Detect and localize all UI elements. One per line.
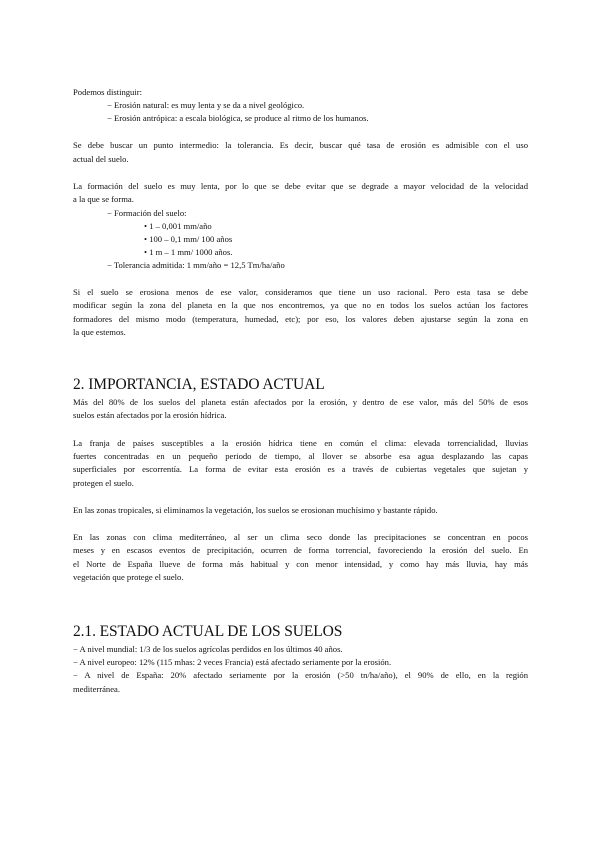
intro-heading: Podemos distinguir: [73, 87, 142, 97]
list-item: • 1 – 0,001 mm/año [144, 221, 212, 231]
paragraph-line: la que estemos. [73, 327, 126, 337]
paragraph-line: meses y en escasos eventos de precipitación, ocurren de forma torrencial, favoreciendo la erosión del suelo. En [73, 545, 528, 555]
paragraph-line: protegen el suelo. [73, 478, 134, 488]
paragraph-line: Más del 80% de los suelos del planeta están afectados por la erosión, y dentro de ese valor, más del 50% de esos [73, 397, 528, 407]
list-item: − A nivel europeo: 12% (115 mhas: 2 veces Francia) está afectado seriamente por la erosión. [73, 657, 392, 667]
paragraph-line: superficiales por escorrentía. La forma de evitar esta erosión es a través de cubiertas vegetales que sujetan y [73, 464, 528, 474]
paragraph-line: modificar según la zona del planeta en la que nos encontremos, ya que no en todos los suelos actúan los factores [73, 300, 528, 310]
list-item: − Erosión natural: es muy lenta y se da a nivel geológico. [107, 100, 305, 110]
paragraph-line: a la que se forma. [73, 194, 134, 204]
list-item: • 100 – 0,1 mm/ 100 años [144, 234, 233, 244]
paragraph-line: suelos están afectados por la erosión hídrica. [73, 410, 227, 420]
paragraph-line: En las zonas tropicales, si eliminamos la vegetación, los suelos se erosionan muchísimo y bastante rápido. [73, 505, 438, 515]
list-item: − Erosión antrópica: a escala biológica, se produce al ritmo de los humanos. [107, 113, 369, 123]
list-item: − A nivel mundial: 1/3 de los suelos agrícolas perdidos en los últimos 40 años. [73, 644, 343, 654]
paragraph-line: La formación del suelo es muy lenta, por lo que se debe evitar que se degrade a mayor velocidad de la velocidad [73, 181, 528, 191]
list-item: • 1 m – 1 mm/ 1000 años. [144, 247, 233, 257]
paragraph-line: fuertes concentradas en un pequeño periodo de tiempo, al llover se absorbe esa agua desplazando las capas [73, 451, 528, 461]
list-item: − Tolerancia admitida: 1 mm/año = 12,5 Tm/ha/año [107, 260, 285, 270]
paragraph-line: actual del suelo. [73, 154, 129, 164]
section-title: 2. IMPORTANCIA, ESTADO ACTUAL [73, 376, 325, 393]
section-title: 2.1. ESTADO ACTUAL DE LOS SUELOS [73, 623, 343, 640]
paragraph-line: Si el suelo se erosiona menos de ese valor, consideramos que tiene un uso racional. Pero esta tasa se debe [73, 287, 528, 297]
paragraph-line: Se debe buscar un punto intermedio: la tolerancia. Es decir, buscar qué tasa de erosión es admisible con el uso [73, 140, 528, 150]
paragraph-line: el Norte de España llueve de forma más habitual y con menor intensidad, y como hay más lluvia, hay más [73, 559, 528, 569]
paragraph-line: formadores del mismo modo (temperatura, humedad, etc); por eso, los valores deben ajustarse según la zona en [73, 314, 528, 324]
list-item: mediterránea. [73, 684, 120, 694]
paragraph-line: La franja de países susceptibles a la erosión hídrica tiene en común el clima: elevada torrencialidad, lluvias [73, 438, 528, 448]
list-item: − A nivel de España: 20% afectado seriamente por la erosión (>50 tn/ha/año), el 90% de ello, en la región [73, 670, 528, 680]
paragraph-line: vegetación que protege el suelo. [73, 572, 184, 582]
paragraph-line: En las zonas con clima mediterráneo, al ser un clima seco donde las precipitaciones se concentran en pocos [73, 532, 528, 542]
list-item: − Formación del suelo: [107, 208, 187, 218]
